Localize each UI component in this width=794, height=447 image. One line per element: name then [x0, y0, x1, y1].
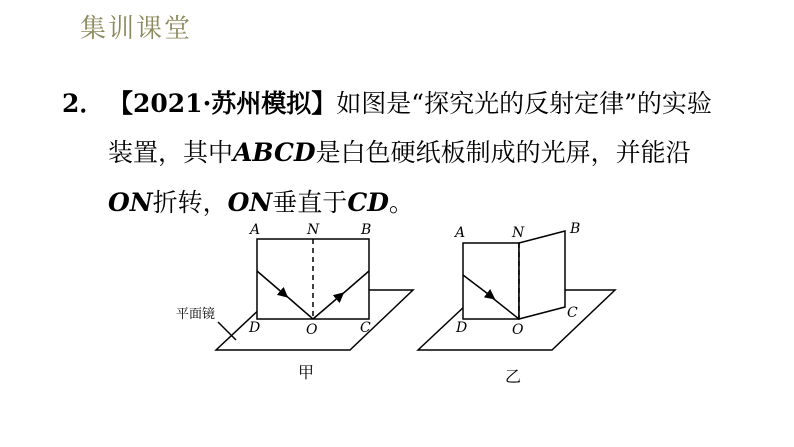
mirror-label-leader: [218, 322, 236, 340]
left-label-d: D: [249, 320, 261, 336]
label-cd: CD: [347, 188, 389, 217]
question-text-3c: 。: [388, 188, 414, 217]
left-caption: 甲: [298, 363, 315, 382]
mirror-label: 平面镜: [176, 307, 216, 322]
left-label-b: B: [361, 222, 372, 238]
question-text-3a: 折转，: [152, 188, 228, 217]
question-text-2a: 装置，其中: [108, 138, 234, 167]
left-label-o: O: [306, 322, 318, 338]
section-title: 集训课堂: [80, 14, 193, 44]
question-text-2b: 是白色硬纸板制成的光屏，并能沿: [315, 138, 691, 167]
right-label-a: A: [455, 225, 466, 241]
left-label-a: A: [250, 222, 261, 238]
question-text-3b: 垂直于: [272, 188, 348, 217]
right-label-d: D: [456, 320, 468, 336]
right-label-o: O: [512, 322, 524, 338]
label-abcd: ABCD: [233, 138, 316, 167]
label-on-1: ON: [108, 188, 153, 217]
question-number: 2．: [62, 89, 105, 118]
question-text-1: 如图是“探究光的反射定律”的实验: [336, 89, 712, 118]
label-on-2: ON: [227, 188, 273, 217]
right-label-b: B: [570, 221, 581, 237]
right-screen-folded-half: [519, 231, 565, 319]
right-label-c: C: [567, 305, 578, 321]
left-label-c: C: [360, 320, 371, 336]
question-tag: 【2021·苏州模拟】: [108, 89, 337, 118]
right-label-n: N: [512, 225, 525, 241]
left-label-n: N: [307, 222, 320, 238]
right-caption: 乙: [505, 367, 522, 386]
